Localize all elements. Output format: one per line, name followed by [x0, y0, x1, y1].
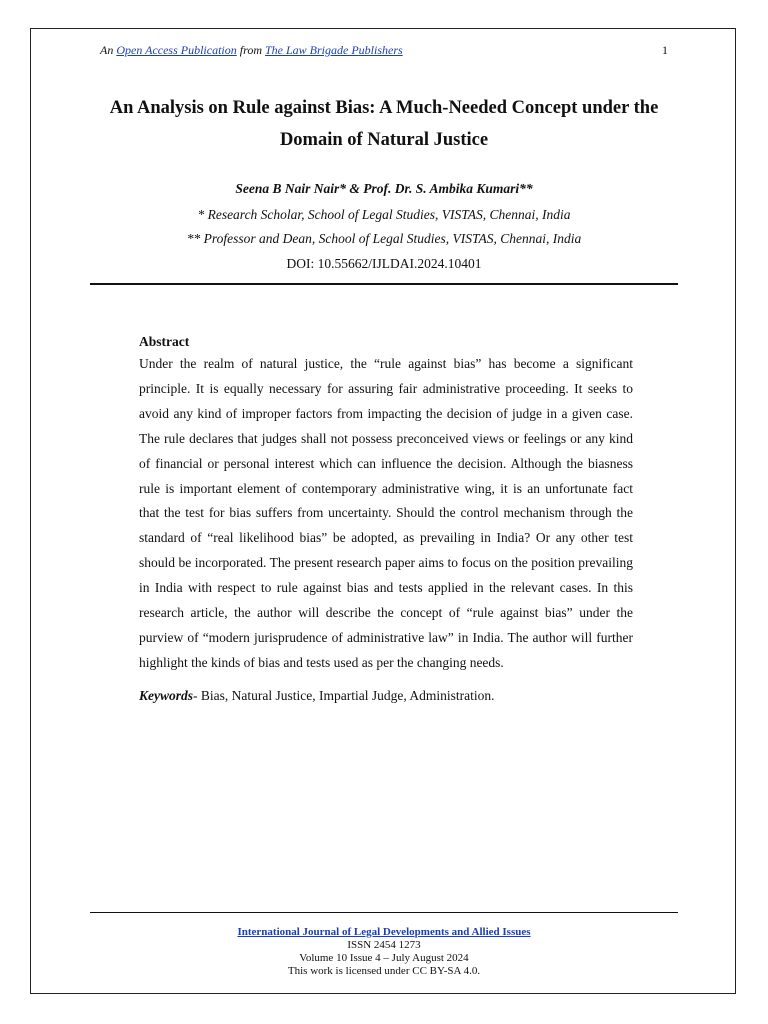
affiliation-1: * Research Scholar, School of Legal Studies, VISTAS, Chennai, India: [197, 207, 571, 222]
paper-authors: Seena B Nair Nair* & Prof. Dr. S. Ambika Kumari**: [235, 181, 533, 196]
open-access-link[interactable]: Open Access Publication: [116, 43, 237, 57]
paper-title: An Analysis on Rule against Bias: A Much-Needed Concept under the Domain of Natural Justice: [109, 98, 659, 150]
page-number: 1: [662, 43, 668, 57]
footer-divider: [90, 912, 678, 913]
doi: DOI: 10.55662/IJLDAI.2024.10401: [286, 256, 482, 271]
abstract-section: [139, 332, 633, 708]
keywords-label: Keywords: [139, 687, 193, 703]
publisher-link[interactable]: The Law Brigade Publishers: [265, 43, 403, 57]
header-prefix: An: [100, 43, 114, 57]
abstract-heading: Abstract: [139, 334, 190, 349]
header-middle: from: [239, 43, 262, 57]
header-divider: [90, 283, 678, 285]
keywords-text: - Bias, Natural Justice, Impartial Judge, Administration.: [193, 687, 495, 703]
volume-issue: Volume 10 Issue 4 – July August 2024: [299, 952, 469, 964]
license-note: This work is licensed under CC BY-SA 4.0.: [287, 965, 481, 977]
footer: [90, 926, 678, 978]
affiliation-2: ** Professor and Dean, School of Legal Studies, VISTAS, Chennai, India: [186, 231, 582, 246]
abstract-body: Under the realm of natural justice, the “rule against bias” has become a significant principle. It is equally necessary for assuring fair administrative proceeding. It seeks to avoid any kind of improper factors from impacting the decision of judge in a given case. The rule declares that judges shall not possess preconceived views or feelings or any kind of financial or personal interest which can influence the decision. Although the biasness rule is important element of contemporary administrative wing, it is an unfortunate fact that the test for bias suffers from uncertainty. Should the control mechanism through the standard of “real likelihood bias” be adopted, as prevailing in India? Or any other test should be incorporated. The present research paper aims to focus on the position prevailing in India with respect to rule against bias and tests applied in the relevant cases. In this research article, the author will describe the concept of “rule against bias” under the purview of “modern jurisprudence of administrative law” in India. The author will further highlight the kinds of bias and tests used as per the changing needs.: [139, 356, 633, 670]
issn: ISSN 2454 1273: [347, 939, 421, 951]
journal-link[interactable]: International Journal of Legal Developments and Allied Issues: [237, 926, 531, 938]
running-header: [100, 43, 403, 58]
keywords: [139, 684, 633, 708]
